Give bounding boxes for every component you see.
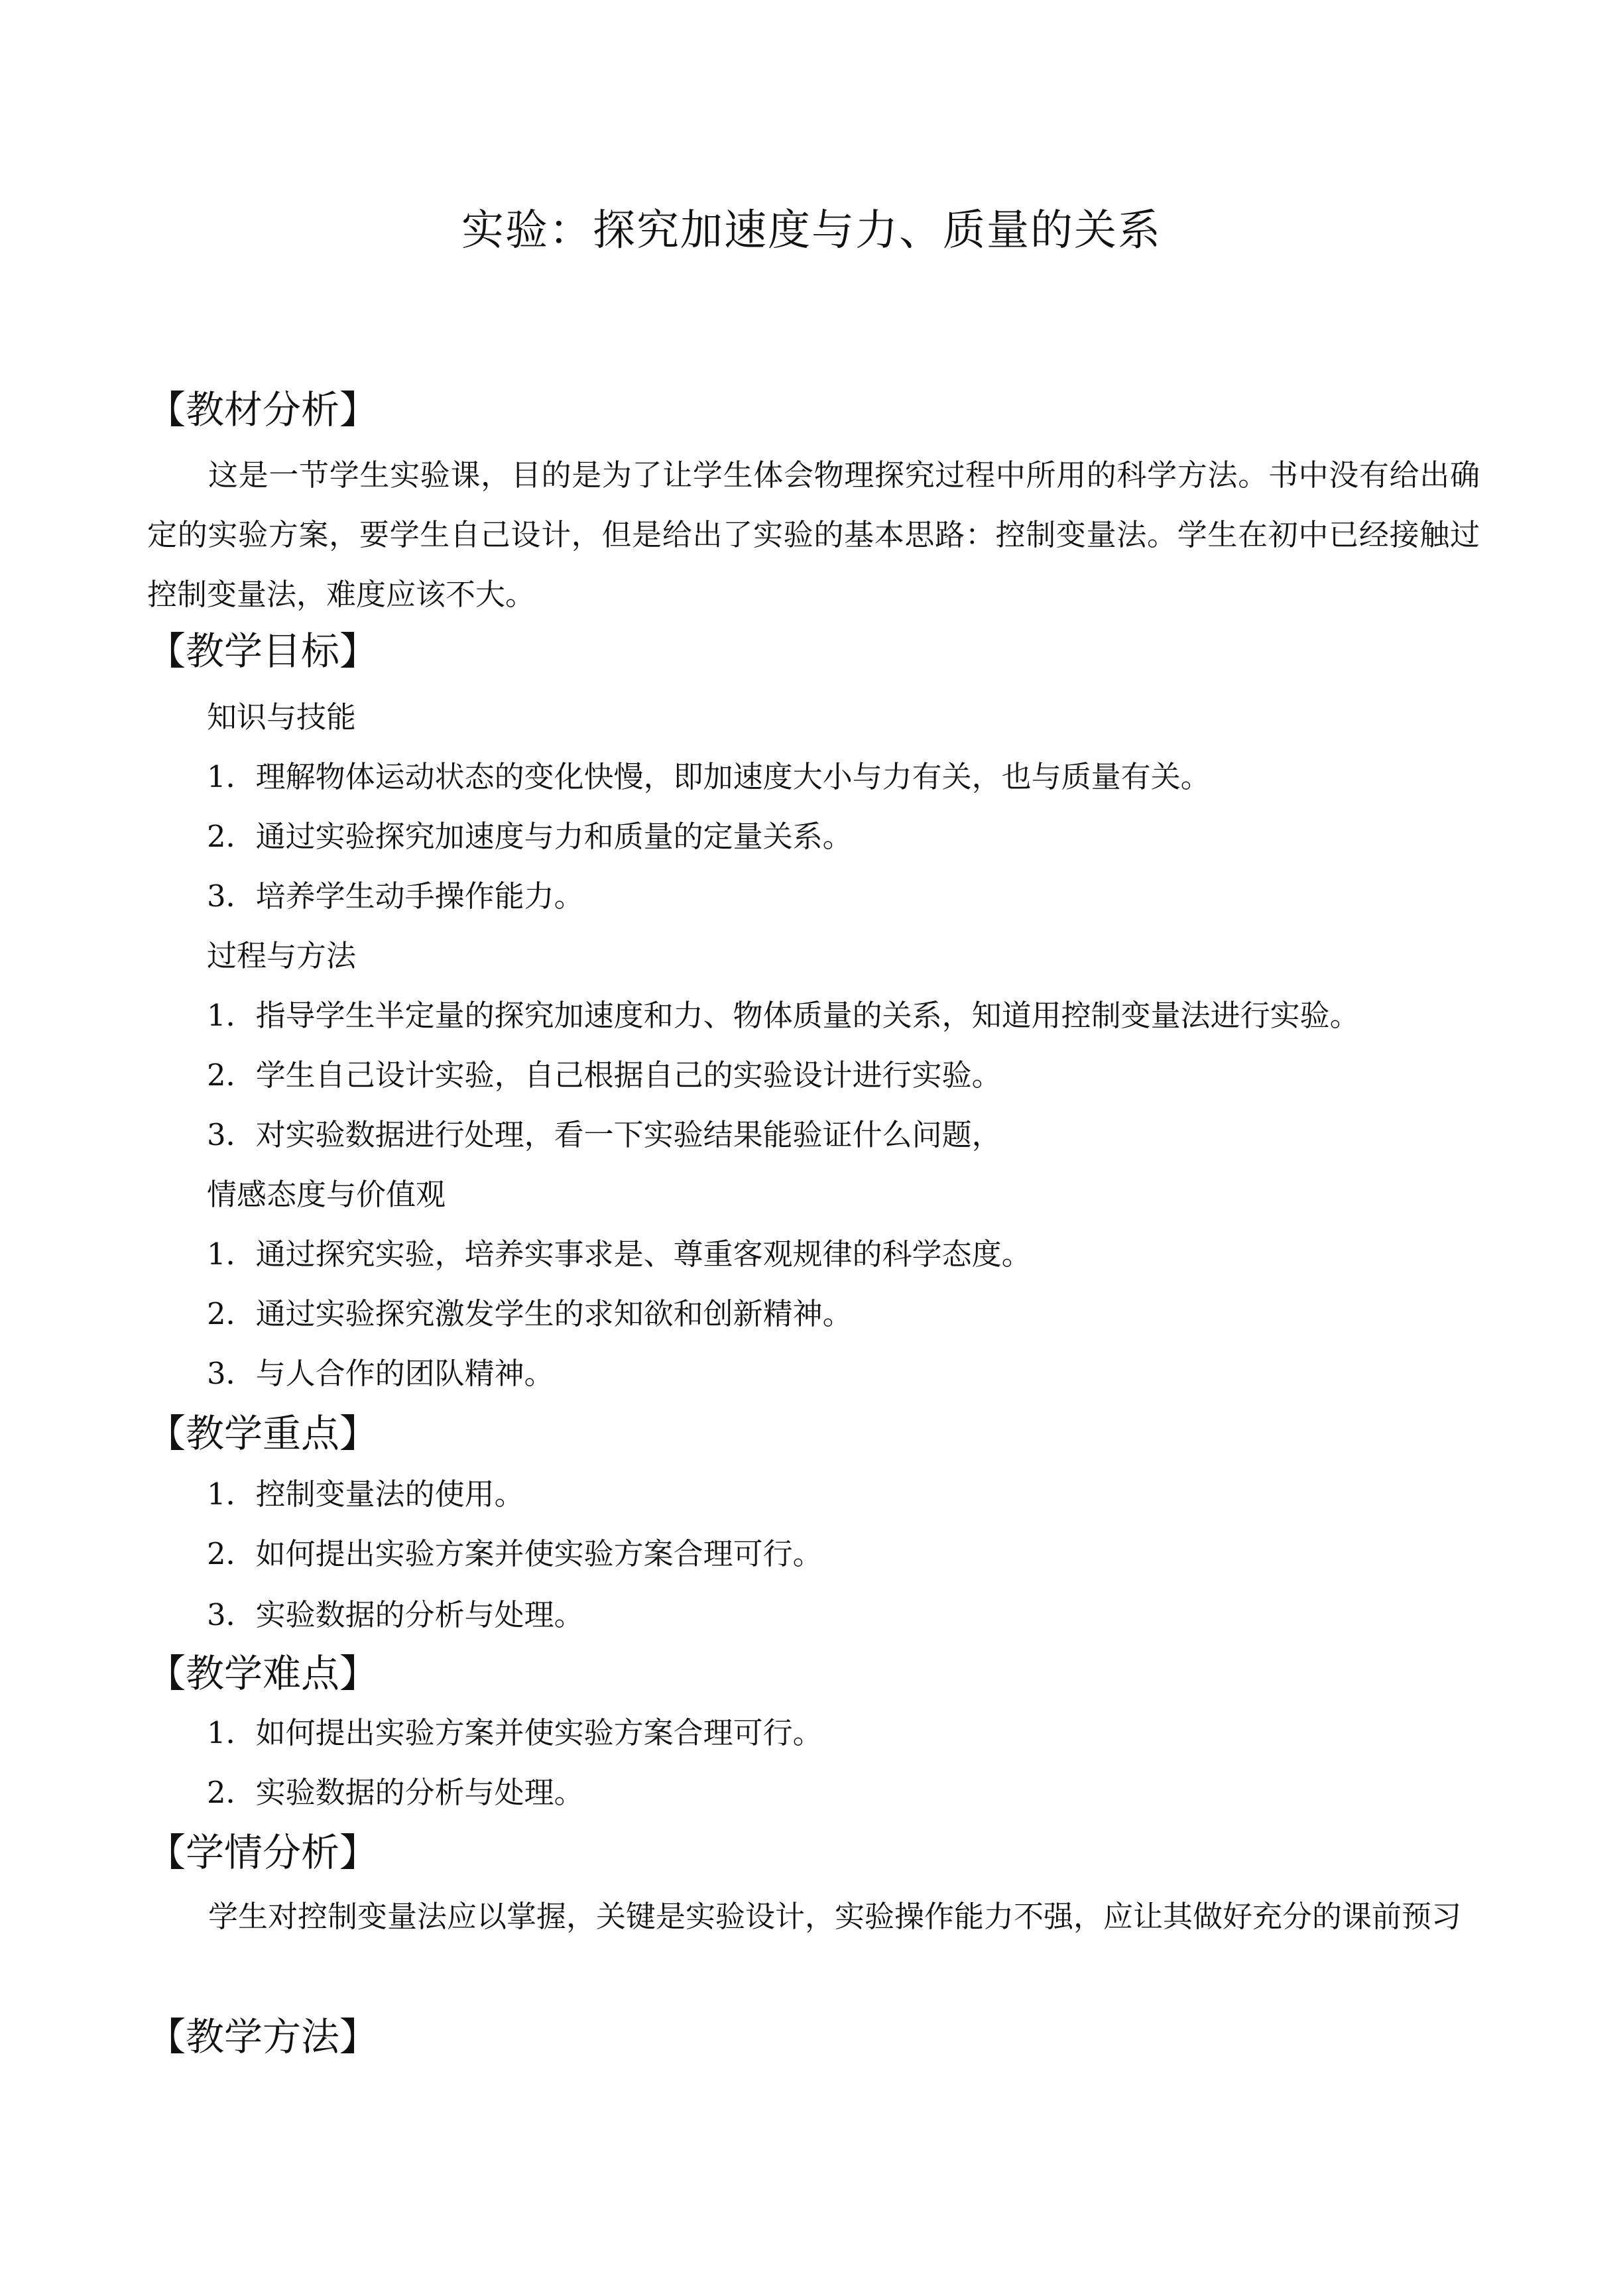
subheading-process-method: 过程与方法 xyxy=(207,938,357,973)
subheading-emotion-values: 情感态度与价值观 xyxy=(207,1177,446,1212)
subheading-knowledge-skills: 知识与技能 xyxy=(207,699,357,735)
list-item: 3．培养学生动手操作能力。 xyxy=(207,878,584,914)
list-item: 1．如何提出实验方案并使实验方案合理可行。 xyxy=(207,1715,823,1750)
heading-student-analysis: 【学情分析】 xyxy=(147,1830,379,1875)
list-item: 3．实验数据的分析与处理。 xyxy=(207,1597,584,1632)
list-item: 2．实验数据的分析与处理。 xyxy=(207,1775,584,1810)
paragraph-textbook-analysis: 这是一节学生实验课，目的是为了让学生体会物理探究过程中所用的科学方法。书中没有给出确定的实验方案，要学生自己设计，但是给出了实验的基本思路：控制变量法。学生在初中已经接触过控制变量法，难度应该不大。 xyxy=(147,457,1480,612)
list-item: 1．指导学生半定量的探究加速度和力、物体质量的关系，知道用控制变量法进行实验。 xyxy=(207,998,1360,1033)
list-item: 2．学生自己设计实验，自己根据自己的实验设计进行实验。 xyxy=(207,1057,1002,1093)
list-item: 2．如何提出实验方案并使实验方案合理可行。 xyxy=(207,1536,823,1571)
heading-difficult-points: 【教学难点】 xyxy=(147,1651,379,1696)
list-item: 1．理解物体运动状态的变化快慢，即加速度大小与力有关，也与质量有关。 xyxy=(207,759,1211,794)
heading-teaching-goals: 【教学目标】 xyxy=(147,629,379,674)
list-item: 3．与人合作的团队精神。 xyxy=(207,1356,554,1391)
heading-key-points: 【教学重点】 xyxy=(147,1411,379,1456)
list-item: 3．对实验数据进行处理，看一下实验结果能验证什么问题， xyxy=(207,1117,1002,1152)
heading-teaching-methods: 【教学方法】 xyxy=(147,2014,379,2059)
list-item: 1．通过探究实验，培养实事求是、尊重客观规律的科学态度。 xyxy=(207,1237,1032,1272)
list-item: 2．通过实验探究加速度与力和质量的定量关系。 xyxy=(207,819,853,854)
list-item: 1．控制变量法的使用。 xyxy=(207,1477,524,1512)
paragraph-student-analysis: 学生对控制变量法应以掌握，关键是实验设计，实验操作能力不强，应让其做好充分的课前预习 xyxy=(208,1899,1462,1934)
document-title: 实验：探究加速度与力、质量的关系 xyxy=(461,206,1162,255)
heading-textbook-analysis: 【教材分析】 xyxy=(147,387,379,432)
list-item: 2．通过实验探究激发学生的求知欲和创新精神。 xyxy=(207,1296,853,1331)
